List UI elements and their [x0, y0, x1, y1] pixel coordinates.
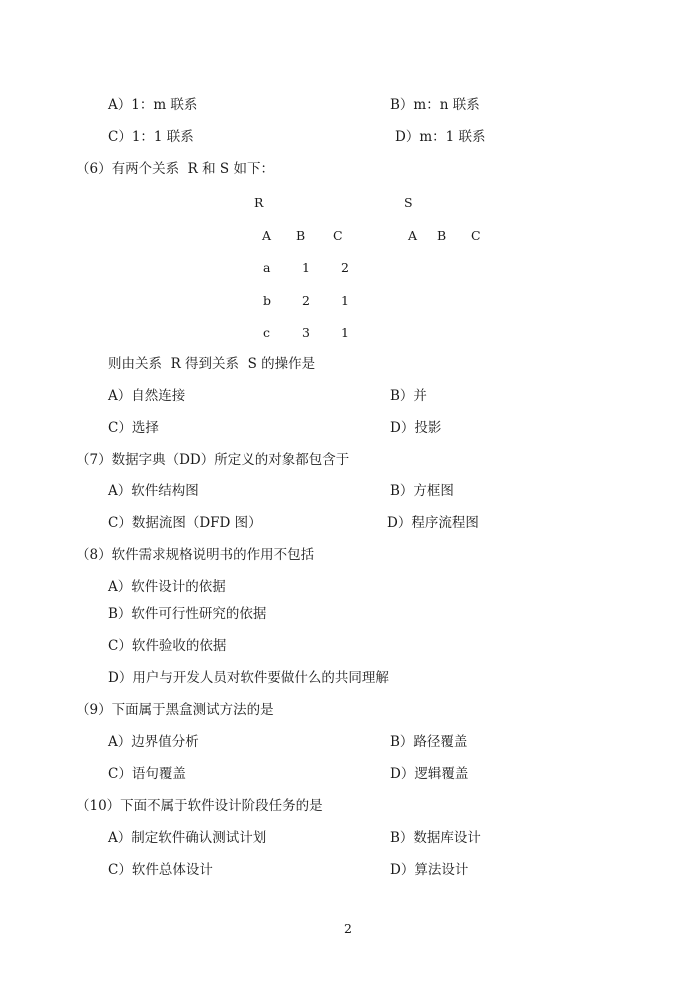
- q9-option-c: C）语句覆盖: [108, 766, 186, 782]
- q7-option-d: D）程序流程图: [387, 515, 479, 531]
- q8-option-a: A）软件设计的依据: [108, 579, 226, 595]
- s-header-b: B: [437, 228, 447, 243]
- q7-option-a: A）软件结构图: [108, 483, 199, 499]
- q6-stem: （6）有两个关系 R 和 S 如下：: [76, 161, 274, 177]
- q8-option-c: C）软件验收的依据: [108, 638, 227, 654]
- q10-stem: （10）下面不属于软件设计阶段任务的是: [76, 798, 323, 814]
- q7-option-b: B）方框图: [390, 483, 454, 499]
- r-header-b: B: [296, 228, 306, 243]
- q5-option-d: D）m：1 联系: [395, 129, 486, 145]
- r-row-3-a: c: [263, 325, 271, 340]
- r-row-2-b: 2: [302, 293, 310, 308]
- q9-option-a: A）边界值分析: [108, 734, 199, 750]
- s-header-a: A: [408, 228, 418, 243]
- q10-option-b: B）数据库设计: [390, 830, 481, 846]
- r-row-1-a: a: [263, 260, 271, 275]
- q6-option-d: D）投影: [390, 420, 442, 436]
- page-number: 2: [344, 921, 352, 936]
- r-header-c: C: [333, 228, 343, 243]
- q10-option-d: D）算法设计: [390, 862, 469, 878]
- r-row-1-c: 2: [341, 260, 349, 275]
- q10-option-a: A）制定软件确认测试计划: [108, 830, 267, 846]
- r-row-3-c: 1: [341, 325, 349, 340]
- q6-option-a: A）自然连接: [108, 388, 186, 404]
- q8-option-d: D）用户与开发人员对软件要做什么的共同理解: [108, 670, 389, 686]
- q6-option-b: B）并: [390, 388, 427, 404]
- q8-option-b: B）软件可行性研究的依据: [108, 606, 267, 622]
- r-row-2-a: b: [263, 293, 272, 308]
- q5-option-a: A）1：m 联系: [108, 97, 198, 113]
- r-row-2-c: 1: [341, 293, 349, 308]
- q10-option-c: C）软件总体设计: [108, 862, 213, 878]
- q5-option-b: B）m：n 联系: [390, 97, 480, 113]
- r-row-1-b: 1: [302, 260, 310, 275]
- q8-stem: （8）软件需求规格说明书的作用不包括: [76, 547, 315, 563]
- q6-question: 则由关系 R 得到关系 S 的操作是: [108, 356, 316, 372]
- relation-s-label: S: [404, 195, 413, 210]
- q7-stem: （7）数据字典（DD）所定义的对象都包含于: [76, 452, 350, 468]
- q9-option-d: D）逻辑覆盖: [390, 766, 469, 782]
- r-header-a: A: [262, 228, 272, 243]
- q7-option-c: C）数据流图（DFD 图）: [108, 515, 262, 531]
- s-header-c: C: [471, 228, 481, 243]
- q5-option-c: C）1：1 联系: [108, 129, 194, 145]
- q9-stem: （9）下面属于黑盒测试方法的是: [76, 702, 274, 718]
- q9-option-b: B）路径覆盖: [390, 734, 468, 750]
- relation-r-label: R: [254, 195, 264, 210]
- r-row-3-b: 3: [302, 325, 310, 340]
- q6-option-c: C）选择: [108, 420, 159, 436]
